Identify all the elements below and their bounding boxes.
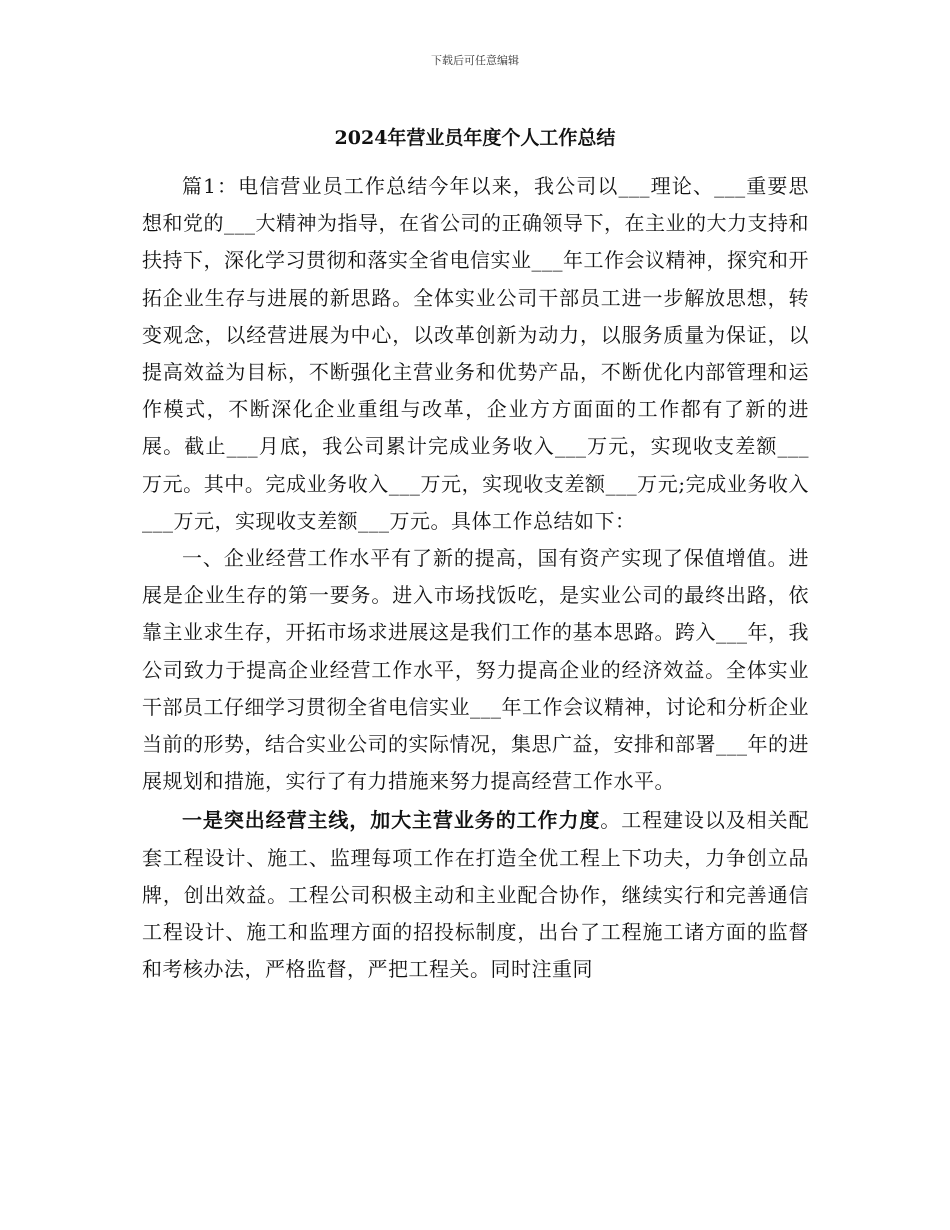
paragraph-2 bbox=[142, 540, 809, 800]
paragraph-3 bbox=[142, 802, 809, 988]
paragraph-1 bbox=[142, 168, 809, 540]
paragraph-3-text: 。工程建设以及相关配套工程设计、施工、监理每项工作在打造全优工程上下功夫，力争创立品牌，创出效益。工程公司积极主动和主业配合协作，继续实行和完善通信工程设计、施工和监理方面的招投标制度，出台了工程施工诸方面的监督和考核办法，严格监督，严把工程关。同时注重同 bbox=[142, 808, 810, 982]
paragraph-1-text: 篇1：电信营业员工作总结今年以来，我公司以___理论、___重要思想和党的___大精神为指导，在省公司的正确领导下，在主业的大力支持和扶持下，深化学习贯彻和落实全省电信实业___年工作会议精神，探究和开拓企业生存与进展的新思路。全体实业公司干部员工进一步解放思想，转变观念，以经营进展为中心，以改革创新为动力，以服务质量为保证，以提高效益为目标，不断强化主营业务和优势产品，不断优化内部管理和运作模式，不断深化企业重组与改革，企业方方面面的工作都有了新的进展。截止___月底，我公司累计完成业务收入___万元，实现收支差额___万元。其中。完成业务收入___万元，实现收支差额___万元;完成业务收入___万元，实现收支差额___万元。具体工作总结如下： bbox=[142, 174, 809, 533]
paragraph-2-text: 一、企业经营工作水平有了新的提高，国有资产实现了保值增值。进展是企业生存的第一要务。进入市场找饭吃，是实业公司的最终出路，依靠主业求生存，开拓市场求进展这是我们工作的基本思路。跨入___年，我公司致力于提高企业经营工作水平，努力提高企业的经济效益。全体实业干部员工仔细学习贯彻全省电信实业___年工作会议精神，讨论和分析企业当前的形势，结合实业公司的实际情况，集思广益，安排和部署___年的进展规划和措施，实行了有力措施来努力提高经营工作水平。 bbox=[142, 546, 809, 794]
document-title: 2024年营业员年度个人工作总结 bbox=[334, 127, 616, 149]
paragraph-3-lead: 一是突出经营主线，加大主营业务的工作力度 bbox=[182, 808, 601, 833]
header-note: 下载后可任意编辑 bbox=[431, 54, 519, 67]
document-body bbox=[142, 168, 809, 988]
